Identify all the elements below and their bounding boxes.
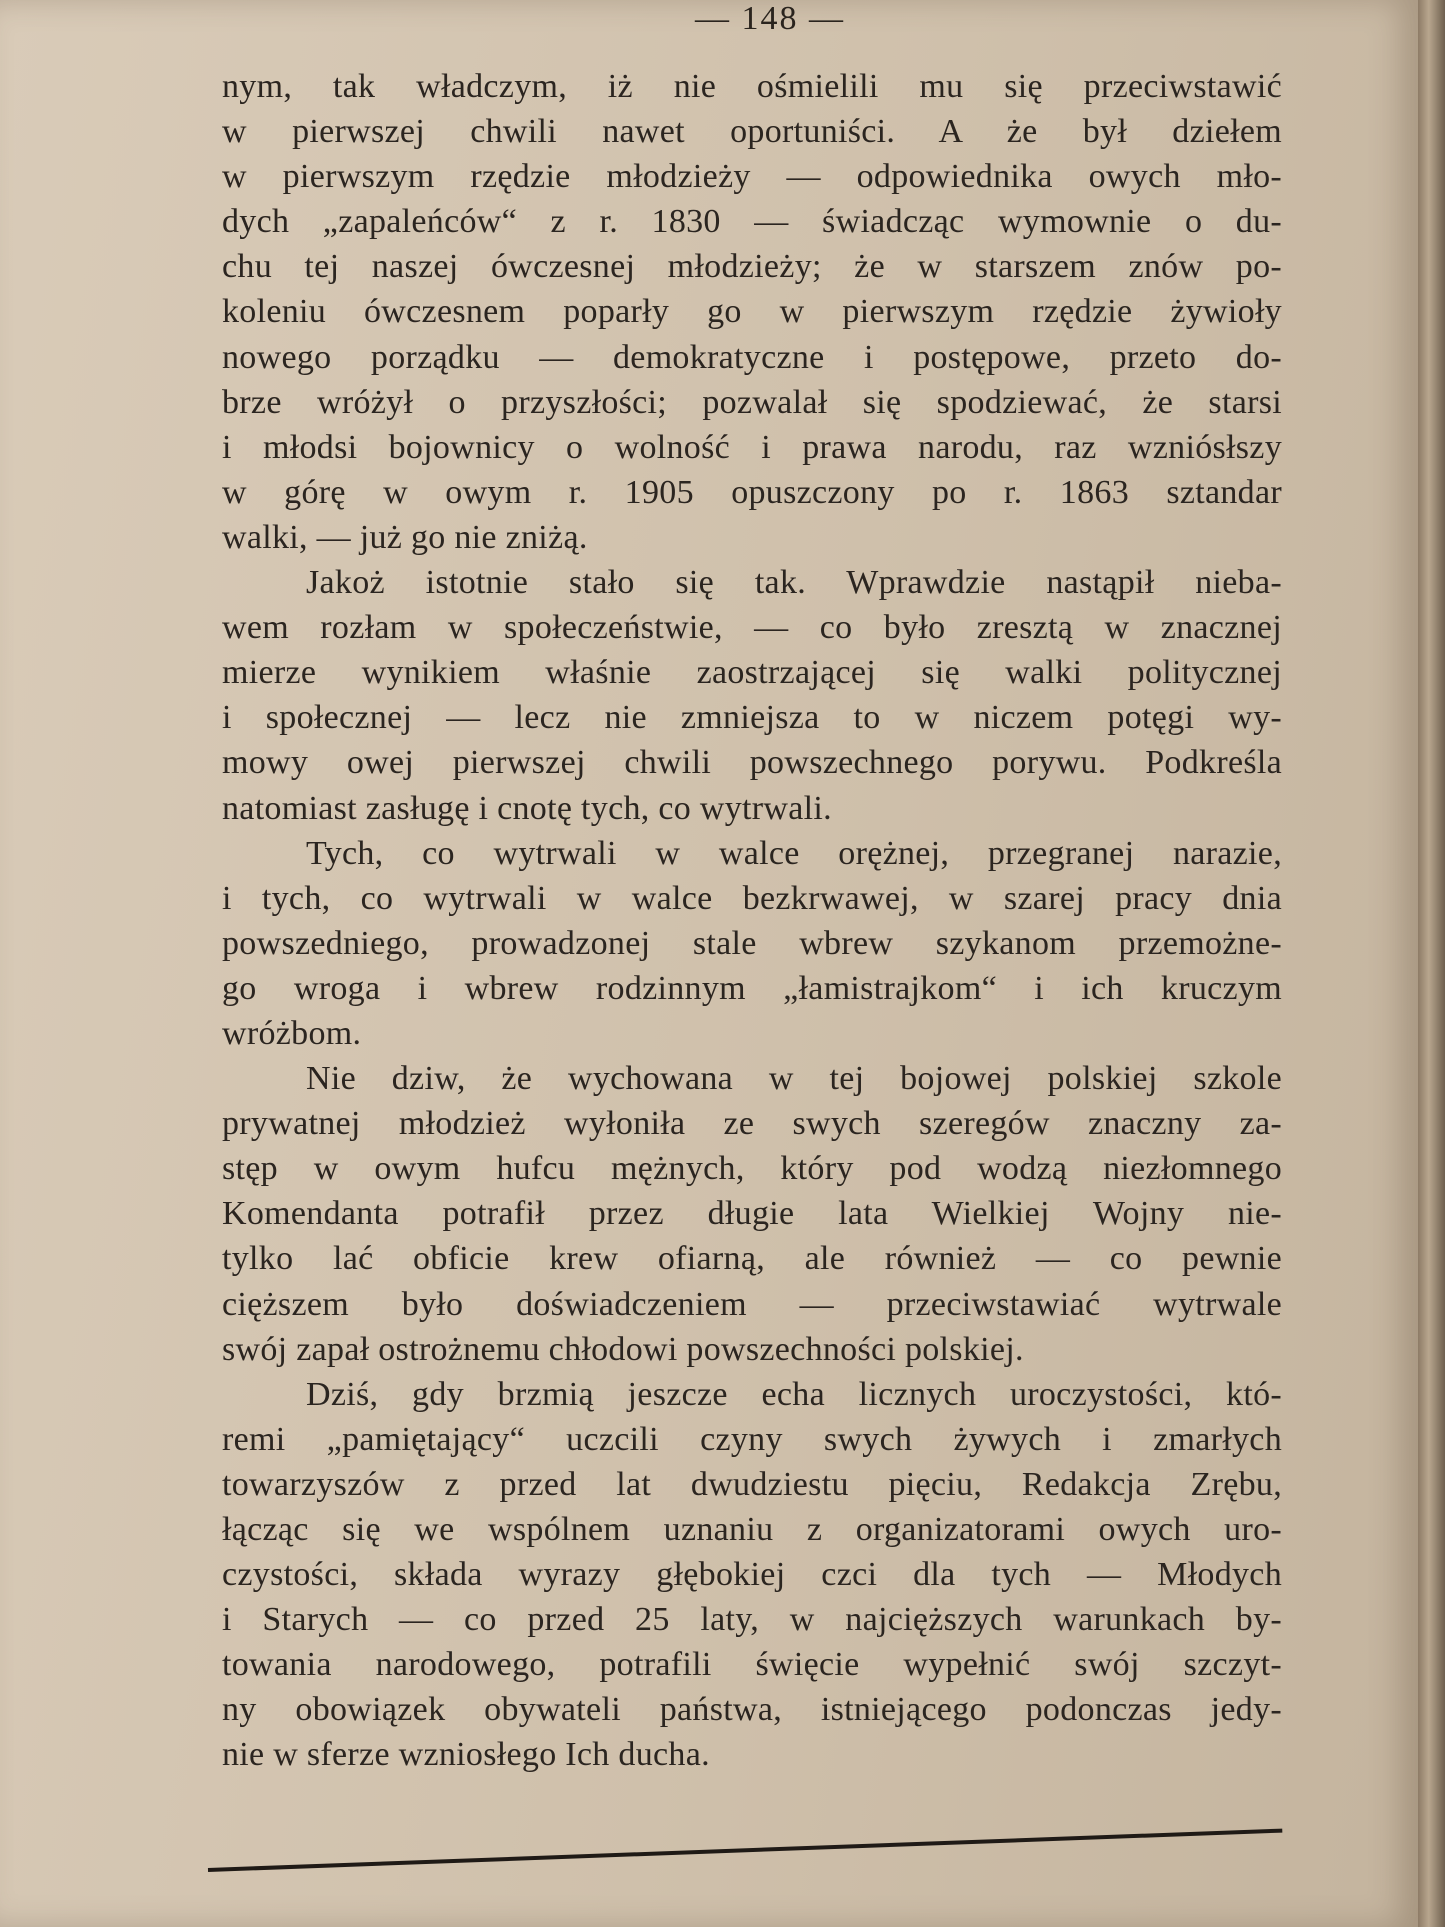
text-line: w pierwszej chwili nawet oportuniści. A że był dziełem bbox=[222, 113, 1282, 151]
text-line: nowego porządku — demokratyczne i postępowe, przeto do- bbox=[222, 338, 1282, 376]
text-line: i młodsi bojownicy o wolność i prawa narodu, raz wzniósłszy bbox=[222, 428, 1282, 466]
text-line: swój zapał ostrożnemu chłodowi powszechności polskiej. bbox=[222, 1330, 1024, 1368]
text-line: i tych, co wytrwali w walce bezkrwawej, w szarej pracy dnia bbox=[222, 879, 1282, 917]
text-line: Jakoż istotnie stało się tak. Wprawdzie nastąpił nieba- bbox=[306, 564, 1282, 602]
text-line: natomiast zasługę i cnotę tych, co wytrwali. bbox=[222, 789, 832, 827]
text-line: Tych, co wytrwali w walce orężnej, przegranej narazie, bbox=[306, 834, 1282, 872]
text-line: Dziś, gdy brzmią jeszcze echa licznych uroczystości, któ- bbox=[306, 1375, 1282, 1413]
text-line: koleniu ówczesnem poparły go w pierwszym rzędzie żywioły bbox=[222, 293, 1282, 331]
text-line: towarzyszów z przed lat dwudziestu pięciu, Redakcja Zrębu, bbox=[222, 1465, 1282, 1503]
text-line: tylko lać obficie krew ofiarną, ale również — co pewnie bbox=[222, 1240, 1282, 1278]
text-line: remi „pamiętający“ uczcili czyny swych żywych i zmarłych bbox=[222, 1420, 1282, 1458]
text-line: mowy owej pierwszej chwili powszechnego porywu. Podkreśla bbox=[222, 744, 1282, 782]
text-line: łącząc się we wspólnem uznaniu z organizatorami owych uro- bbox=[222, 1511, 1282, 1548]
end-rule bbox=[208, 1829, 1282, 1872]
text-line: walki, — już go nie zniżą. bbox=[222, 518, 588, 556]
text-line: w pierwszym rzędzie młodzieży — odpowiednika owych mło- bbox=[222, 158, 1282, 196]
text-line: chu tej naszej ówczesnej młodzieży; że w starszem znów po- bbox=[222, 248, 1282, 286]
text-line: w górę w owym r. 1905 opuszczony po r. 1863 sztandar bbox=[222, 473, 1282, 511]
text-line: cięższem było doświadczeniem — przeciwstawiać wytrwale bbox=[222, 1285, 1282, 1323]
page-number: — 148 — bbox=[695, 0, 845, 37]
adjacent-page-edge bbox=[1418, 0, 1445, 1927]
body-text bbox=[222, 64, 1282, 1778]
text-line: nym, tak władczym, iż nie ośmielili mu się przeciwstawić bbox=[222, 68, 1282, 105]
text-line: prywatnej młodzież wyłoniła ze swych szeregów znaczny za- bbox=[222, 1105, 1282, 1143]
text-line: mierze wynikiem właśnie zaostrzającej się walki politycznej bbox=[222, 654, 1282, 692]
text-line: czystości, składa wyrazy głębokiej czci dla tych — Młodych bbox=[222, 1556, 1282, 1594]
text-line: i Starych — co przed 25 laty, w najcięższych warunkach by- bbox=[222, 1601, 1282, 1639]
text-line: powszedniego, prowadzonej stale wbrew szykanom przemożne- bbox=[222, 924, 1282, 962]
text-line: Nie dziw, że wychowana w tej bojowej polskiej szkole bbox=[306, 1060, 1282, 1098]
text-line: stęp w owym hufcu mężnych, który pod wodzą niezłomnego bbox=[222, 1150, 1282, 1188]
text-line: brze wróżył o przyszłości; pozwalał się spodziewać, że starsi bbox=[222, 383, 1282, 421]
text-line: nie w sferze wzniosłego Ich ducha. bbox=[222, 1736, 710, 1774]
text-line: wem rozłam w społeczeństwie, — co było zresztą w znacznej bbox=[222, 609, 1282, 647]
text-line: towania narodowego, potrafili święcie wypełnić swój szczyt- bbox=[222, 1646, 1282, 1684]
text-line: ny obowiązek obywateli państwa, istniejącego podonczas jedy- bbox=[222, 1691, 1282, 1729]
text-line: go wroga i wbrew rodzinnym „łamistrajkom“ i ich kruczym bbox=[222, 969, 1282, 1007]
text-line: dych „zapaleńców“ z r. 1830 — świadcząc wymownie o du- bbox=[222, 203, 1282, 241]
text-line: i społecznej — lecz nie zmniejsza to w niczem potęgi wy- bbox=[222, 699, 1282, 737]
text-line: Komendanta potrafił przez długie lata Wielkiej Wojny nie- bbox=[222, 1195, 1282, 1233]
text-line: wróżbom. bbox=[222, 1014, 362, 1052]
